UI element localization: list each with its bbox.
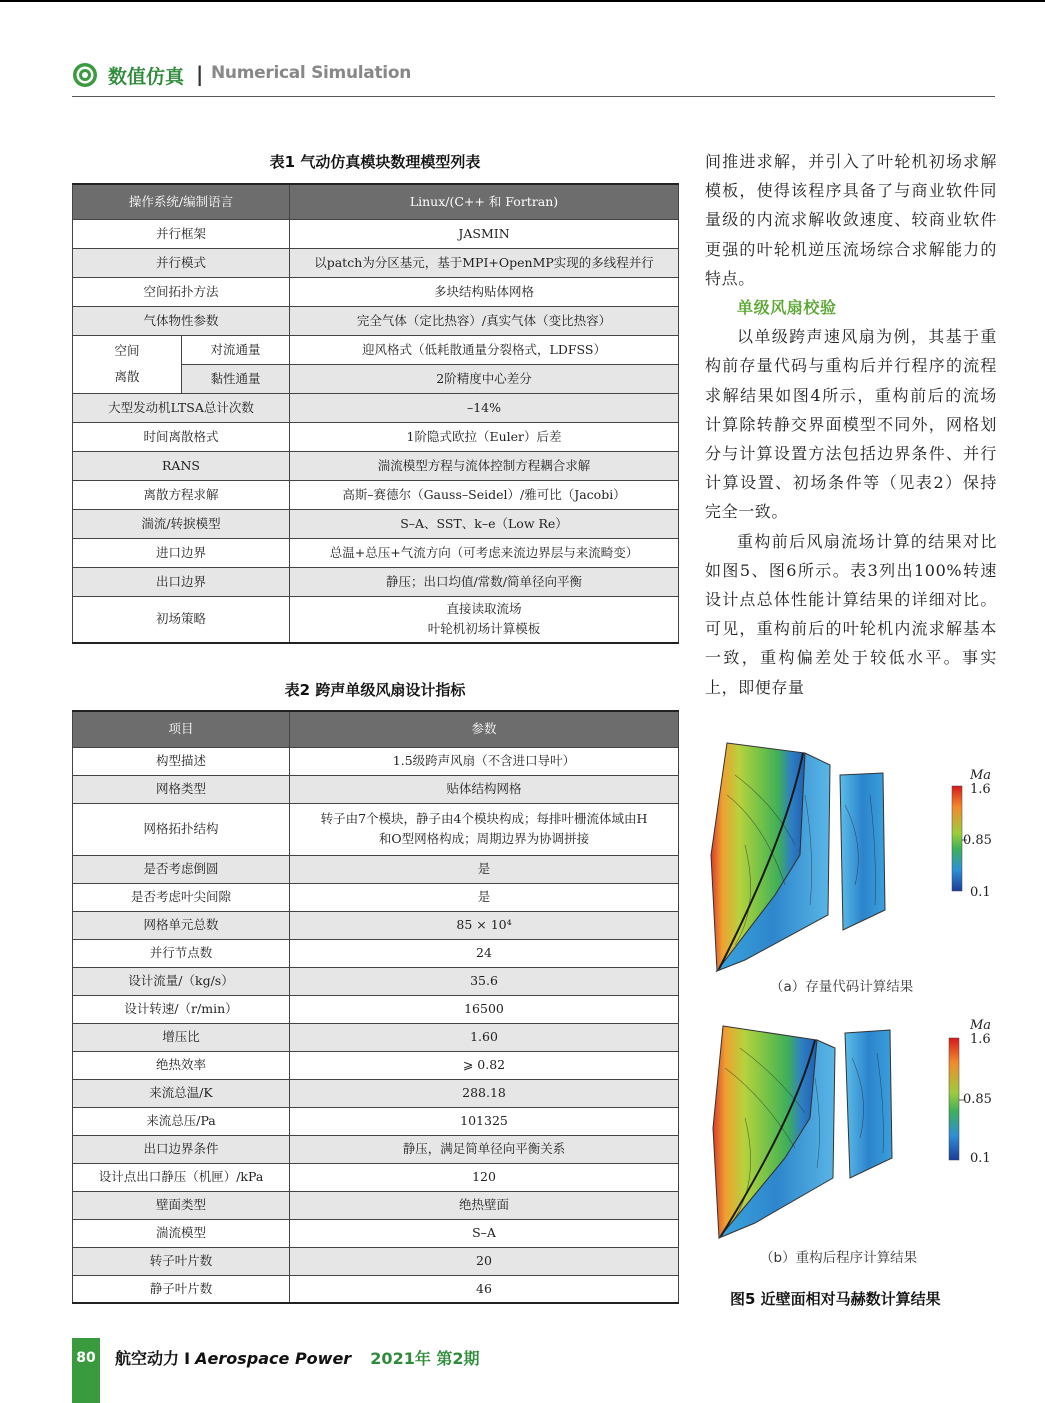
table-cell: 出口边界条件 — [73, 1135, 290, 1163]
table-cell: 35.6 — [290, 967, 679, 995]
table-cell: 气体物性参数 — [73, 306, 290, 335]
table-row — [73, 883, 679, 911]
section-title-cn: 数值仿真 — [108, 66, 185, 88]
table-row — [73, 1163, 679, 1191]
section-title-en: Numerical Simulation — [211, 63, 412, 83]
top-rule — [0, 0, 1045, 2]
table-cell: 并行节点数 — [73, 939, 290, 967]
table-cell: 湍流模型 — [73, 1219, 290, 1247]
table-cell: 1阶隐式欧拉（Euler）后差 — [290, 422, 679, 451]
table-row — [73, 995, 679, 1023]
footer-journal: 航空动力 I Aerospace Power 2021年 第2期 — [115, 1349, 480, 1368]
table-cell: 静压，满足简单径向平衡关系 — [290, 1135, 679, 1163]
table-cell: 总温+总压+气流方向（可考虑来流边界层与来流畸变） — [290, 538, 679, 567]
paragraph-1: 间推进求解，并引入了叶轮机初场求解模板，使得该程序具备了与商业软件同量级的内流求解收敛速度、较商业软件更强的叶轮机逆压流场综合求解能力的特点。 — [705, 152, 997, 288]
table-row — [73, 1107, 679, 1135]
table1-header-cell: Linux/(C++ 和 Fortran) — [290, 184, 679, 219]
table2-caption: 表2 跨声单级风扇设计指标 — [284, 681, 466, 699]
table1 — [72, 183, 679, 644]
table-cell: 网格拓扑结构 — [73, 803, 290, 855]
table-cell: 设计流量/（kg/s） — [73, 967, 290, 995]
table-row — [73, 509, 679, 538]
table-cell: 多块结构贴体网格 — [290, 277, 679, 306]
colorbar-b-max: 1.6 — [970, 1032, 991, 1047]
table-row — [73, 911, 679, 939]
table-cell: 出口边界 — [73, 567, 290, 596]
table-row — [73, 1023, 679, 1051]
table-cell: 来流总压/Pa — [73, 1107, 290, 1135]
table-cell: 高斯–赛德尔（Gauss–Seidel）/雅可比（Jacobi） — [290, 480, 679, 509]
table-cell: 来流总温/K — [73, 1079, 290, 1107]
table-row — [73, 306, 679, 335]
header-separator: | — [196, 62, 204, 86]
table-cell: 转子叶片数 — [73, 1247, 290, 1275]
table2-header-cell: 参数 — [290, 711, 679, 747]
table-cell: 网格单元总数 — [73, 911, 290, 939]
table-row — [73, 967, 679, 995]
table-cell: 壁面类型 — [73, 1191, 290, 1219]
table-cell: 对流通量 — [182, 335, 290, 364]
table-cell: 以patch为分区基元，基于MPI+OpenMP实现的多线程并行 — [290, 248, 679, 277]
table-cell: 增压比 — [73, 1023, 290, 1051]
table-cell: 16500 — [290, 995, 679, 1023]
figure5b-caption: （b）重构后程序计算结果 — [760, 1250, 918, 1266]
table-row — [73, 747, 679, 775]
table-cell: 静子叶片数 — [73, 1275, 290, 1303]
table1-caption: 表1 气动仿真模块数理模型列表 — [269, 153, 481, 171]
table-cell: 并行框架 — [73, 219, 290, 248]
table-cell: 1.60 — [290, 1023, 679, 1051]
colorbar-a-labels: Ma — [970, 768, 992, 783]
table-cell-init: 直接读取流场 叶轮机初场计算模板 — [290, 596, 679, 643]
table-cell: 101325 — [290, 1107, 679, 1135]
table-cell: 构型描述 — [73, 747, 290, 775]
table-cell: 85 × 10⁴ — [290, 911, 679, 939]
table-row — [73, 335, 679, 364]
table-cell: JASMIN — [290, 219, 679, 248]
table-cell: 湍流模型方程与流体控制方程耦合求解 — [290, 451, 679, 480]
table-cell: S–A — [290, 1219, 679, 1247]
table-cell: S–A、SST、k–e（Low Re） — [290, 509, 679, 538]
table-cell: 46 — [290, 1275, 679, 1303]
table-cell: 是 — [290, 883, 679, 911]
table-cell: 离散方程求解 — [73, 480, 290, 509]
colorbar-b-min: 0.1 — [970, 1151, 991, 1166]
table-cell: 2阶精度中心差分 — [290, 364, 679, 393]
table-row — [73, 248, 679, 277]
table-row — [73, 422, 679, 451]
table-cell: –14% — [290, 393, 679, 422]
table-cell: 是否考虑叶尖间隙 — [73, 883, 290, 911]
page-number: 80 — [76, 1350, 96, 1366]
table-cell-space-discrete: 空间 离散 — [73, 335, 182, 393]
table-cell-topology: 转子由7个模块，静子由4个模块构成；每排叶栅流体域由H 和O型网格构成；周期边界为协调拼接 — [290, 803, 679, 855]
table-cell: 是 — [290, 855, 679, 883]
table-cell: RANS — [73, 451, 290, 480]
table-row — [73, 393, 679, 422]
footer-bar — [72, 1338, 100, 1403]
colorbar-a-max: 1.6 — [970, 782, 991, 797]
table-cell: 绝热壁面 — [290, 1191, 679, 1219]
table-row — [73, 451, 679, 480]
table-cell: 初场策略 — [73, 596, 290, 643]
table-row — [73, 1079, 679, 1107]
table-cell: 设计转速/（r/min） — [73, 995, 290, 1023]
table-cell: ⩾ 0.82 — [290, 1051, 679, 1079]
subheading: 单级风扇校验 — [737, 298, 837, 318]
colorbar-a-mid: 0.85 — [963, 833, 992, 848]
table-cell: 空间拓扑方法 — [73, 277, 290, 306]
colorbar-b-mid: 0.85 — [963, 1092, 992, 1107]
table-cell: 进口边界 — [73, 538, 290, 567]
table-row — [73, 567, 679, 596]
table-cell: 网格类型 — [73, 775, 290, 803]
table-cell: 时间离散格式 — [73, 422, 290, 451]
colorbar-b-labels: Ma — [970, 1018, 992, 1033]
table2 — [72, 710, 679, 1304]
table-row — [73, 219, 679, 248]
table-row — [73, 1135, 679, 1163]
table-cell: 24 — [290, 939, 679, 967]
colorbar-a-min: 0.1 — [970, 885, 991, 900]
table-row — [73, 1191, 679, 1219]
table-row — [73, 1051, 679, 1079]
paragraph-3: 重构前后风扇流场计算的结果对比如图5、图6所示。表3列出100%转速设计点总体性能计算结果的详细对比。可见，重构前后的叶轮机内流求解基本一致，重构偏差处于较低水平。事实上，即便存量 — [705, 531, 997, 697]
table2-header-cell: 项目 — [73, 711, 290, 747]
table-cell: 黏性通量 — [182, 364, 290, 393]
body-text-column — [705, 147, 997, 702]
table-cell: 静压；出口均值/常数/简单径向平衡 — [290, 567, 679, 596]
table1-header-cell: 操作系统/编制语言 — [73, 184, 290, 219]
figure5b-mach-contour — [705, 1018, 995, 1243]
table-row — [73, 480, 679, 509]
table-row — [73, 939, 679, 967]
page-header — [72, 60, 995, 97]
table-cell: 20 — [290, 1247, 679, 1275]
table-row — [73, 775, 679, 803]
paragraph-2: 以单级跨声速风扇为例，其基于重构前存量代码与重构后并行程序的流程求解结果如图4所示，重构前后的流场计算除转静交界面模型不同外，网格划分与计算设置方法包括边界条件、并行计算设置、初场条件等（见表2）保持完全一致。 — [705, 327, 997, 522]
table-row — [73, 1247, 679, 1275]
table-row — [73, 803, 679, 855]
table-cell: 120 — [290, 1163, 679, 1191]
table-row — [73, 277, 679, 306]
table-cell: 绝热效率 — [73, 1051, 290, 1079]
table-row — [73, 1219, 679, 1247]
table-cell: 是否考虑倒圆 — [73, 855, 290, 883]
table-cell: 大型发动机LTSA总计次数 — [73, 393, 290, 422]
table-cell: 湍流/转捩模型 — [73, 509, 290, 538]
table-cell: 设计点出口静压（机匣）/kPa — [73, 1163, 290, 1191]
section-logo-icon — [72, 62, 98, 88]
table-cell: 迎风格式（低耗散通量分裂格式，LDFSS） — [290, 335, 679, 364]
table-row — [73, 538, 679, 567]
figure5-caption: 图5 近壁面相对马赫数计算结果 — [730, 1290, 941, 1308]
table-row — [73, 855, 679, 883]
table-row — [73, 1275, 679, 1303]
table-cell: 完全气体（定比热容）/真实气体（变比热容） — [290, 306, 679, 335]
figure5a-caption: （a）存量代码计算结果 — [770, 979, 914, 995]
table-cell: 1.5级跨声风扇（不含进口导叶） — [290, 747, 679, 775]
figure5a-mach-contour — [705, 735, 995, 975]
table-cell: 并行模式 — [73, 248, 290, 277]
table-cell: 贴体结构网格 — [290, 775, 679, 803]
table-cell: 288.18 — [290, 1079, 679, 1107]
table-row — [73, 596, 679, 643]
